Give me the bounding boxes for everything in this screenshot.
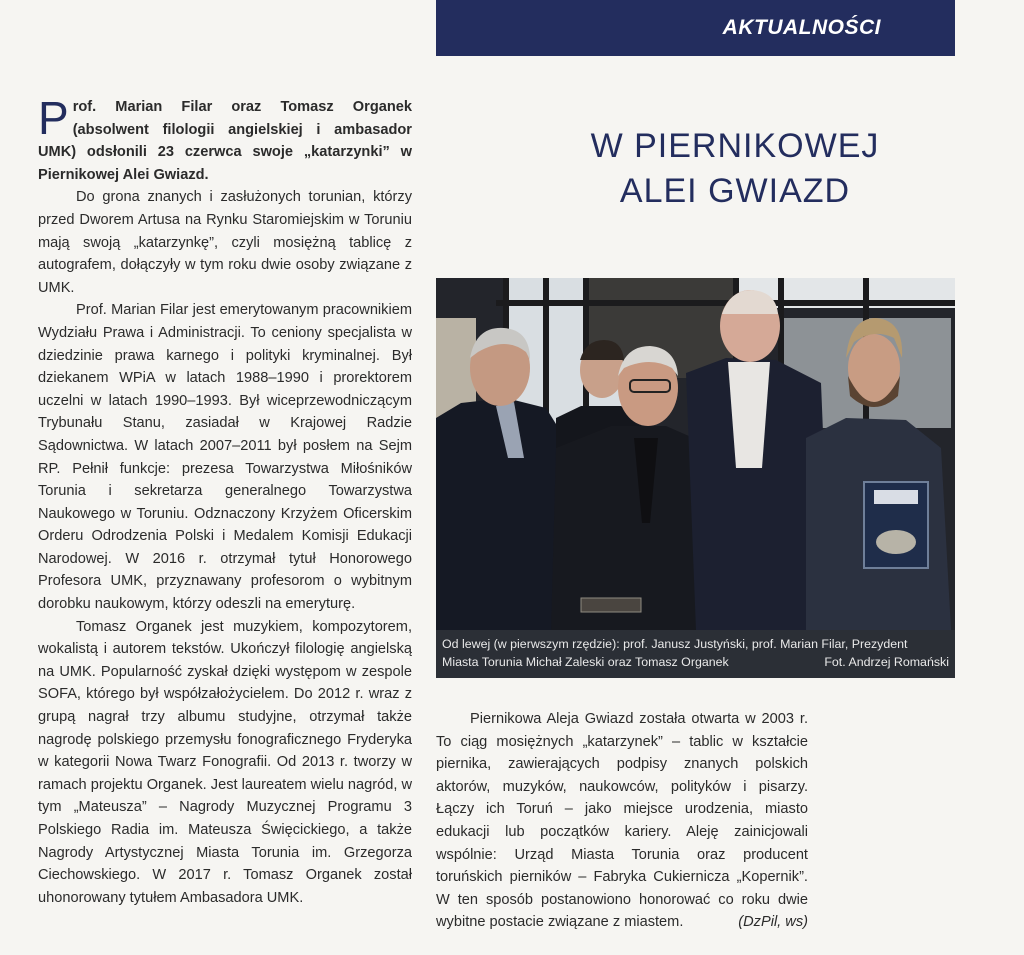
body-paragraph: Tomasz Organek jest muzykiem, kompozytorem, wokalistą i autorem tekstów. Ukończył filologię angielską na UMK. Popularność zyskał dzięki występom w zespole SOFA, którego był współzałożycielem. Do 2012 r. wraz z grupą nagrał trzy albumu studyjne, otrzymał także nagrodę polskiego przemysłu fonograficznego Fryderyka w kategorii Nowa Twarz Fonografii. Od 2013 r. tworzy w ramach projektu Organek. Jest laureatem wielu nagród, w tym „Mateusza” – Nagrody Muzycznej Programu 3 Polskiego Radia im. Mateusza Święcickiego, a także Nagrody Artystycznej Miasta Torunia im. Grzegorza Ciechowskiego. W 2017 r. Tomasz Organek został uhonorowany tytułem Ambasadora UMK.	[38, 618, 412, 906]
author-signature: (DzPil, ws)	[738, 914, 808, 931]
lead-text: rof. Marian Filar oraz Tomasz Organek (absolwent filologii angielskiej i ambasador UMK) odsłonili 23 czerwca swoje „katarzynki” w Piernikowej Alei Gwiazd.	[38, 99, 412, 183]
section-label: AKTUALNOŚCI	[722, 16, 881, 39]
body-paragraph: Piernikowa Aleja Gwiazd została otwarta w 2003 r. To ciąg mosiężnych „katarzynek” – tablic w kształcie piernika, zawierających podpisy znanych polskich aktorów, muzyków, naukowców, polityków i pisarzy. Łączy ich Toruń – jako miejsce urodzenia, miasto edukacji lub początków kariery. Aleję zainicjowali wspólnie: Urząd Miasta Torunia oraz producent toruńskich pierników – Fabryka Cukiernicza „Kopernik”. W ten sposób postanowiono honorować co roku dwie wybitne postacie związane z miastem.	[436, 711, 808, 931]
body-paragraph: Do grona znanych i zasłużonych torunian, którzy przed Dworem Artusa na Rynku Staromiejskim w Toruniu mają swoją „katarzynkę”, czyli mosiężną tablicę z autografem, dołączyły w tym roku dwie osoby związane z UMK.	[38, 189, 412, 296]
caption-line-2-row	[442, 653, 949, 671]
caption-line-2: Miasta Torunia Michał Zaleski oraz Tomasz Organek	[442, 655, 729, 669]
drop-cap: P	[38, 92, 69, 144]
headline-line: W PIERNIKOWEJ	[590, 127, 880, 165]
lead-paragraph	[38, 92, 412, 186]
group-photo-illustration	[436, 278, 955, 678]
headline-line: ALEI GWIAZD	[619, 172, 851, 210]
right-column-text	[436, 708, 808, 934]
photo-caption	[436, 630, 955, 678]
article-photo	[436, 278, 955, 678]
caption-line-1: Od lewej (w pierwszym rzędzie): prof. Janusz Justyński, prof. Marian Filar, Prezydent	[442, 637, 908, 651]
body-paragraph: Prof. Marian Filar jest emerytowanym pracownikiem Wydziału Prawa i Administracji. To ceniony specjalista w dziedzinie prawa karnego i polityki kryminalnej. Był dziekanem WPiA w latach 1988–1990 i prorektorem uczelni w latach 1990–1993. Był wiceprzewodniczącym Trybunału Stanu, zasiadał w Krajowej Radzie Sądownictwa. W latach 2007–2011 był posłem na Sejm RP. Pełnił funkcje: prezesa Towarzystwa Miłośników Torunia i sekretarza generalnego Towarzystwa Naukowego w Toruniu. Odznaczony Krzyżem Oficerskim Orderu Odrodzenia Polski i Medalem Komisji Edukacji Narodowej. W 2016 r. otrzymał tytuł Honorowego Profesora UMK, przyznawany profesorom o wybitnym dorobku naukowym, którzy odeszli na emeryturę.	[38, 302, 412, 613]
photo-credit: Fot. Andrzej Romański	[824, 655, 949, 669]
section-header-bar	[436, 0, 955, 56]
article-headline	[560, 124, 910, 214]
left-column	[38, 92, 412, 909]
